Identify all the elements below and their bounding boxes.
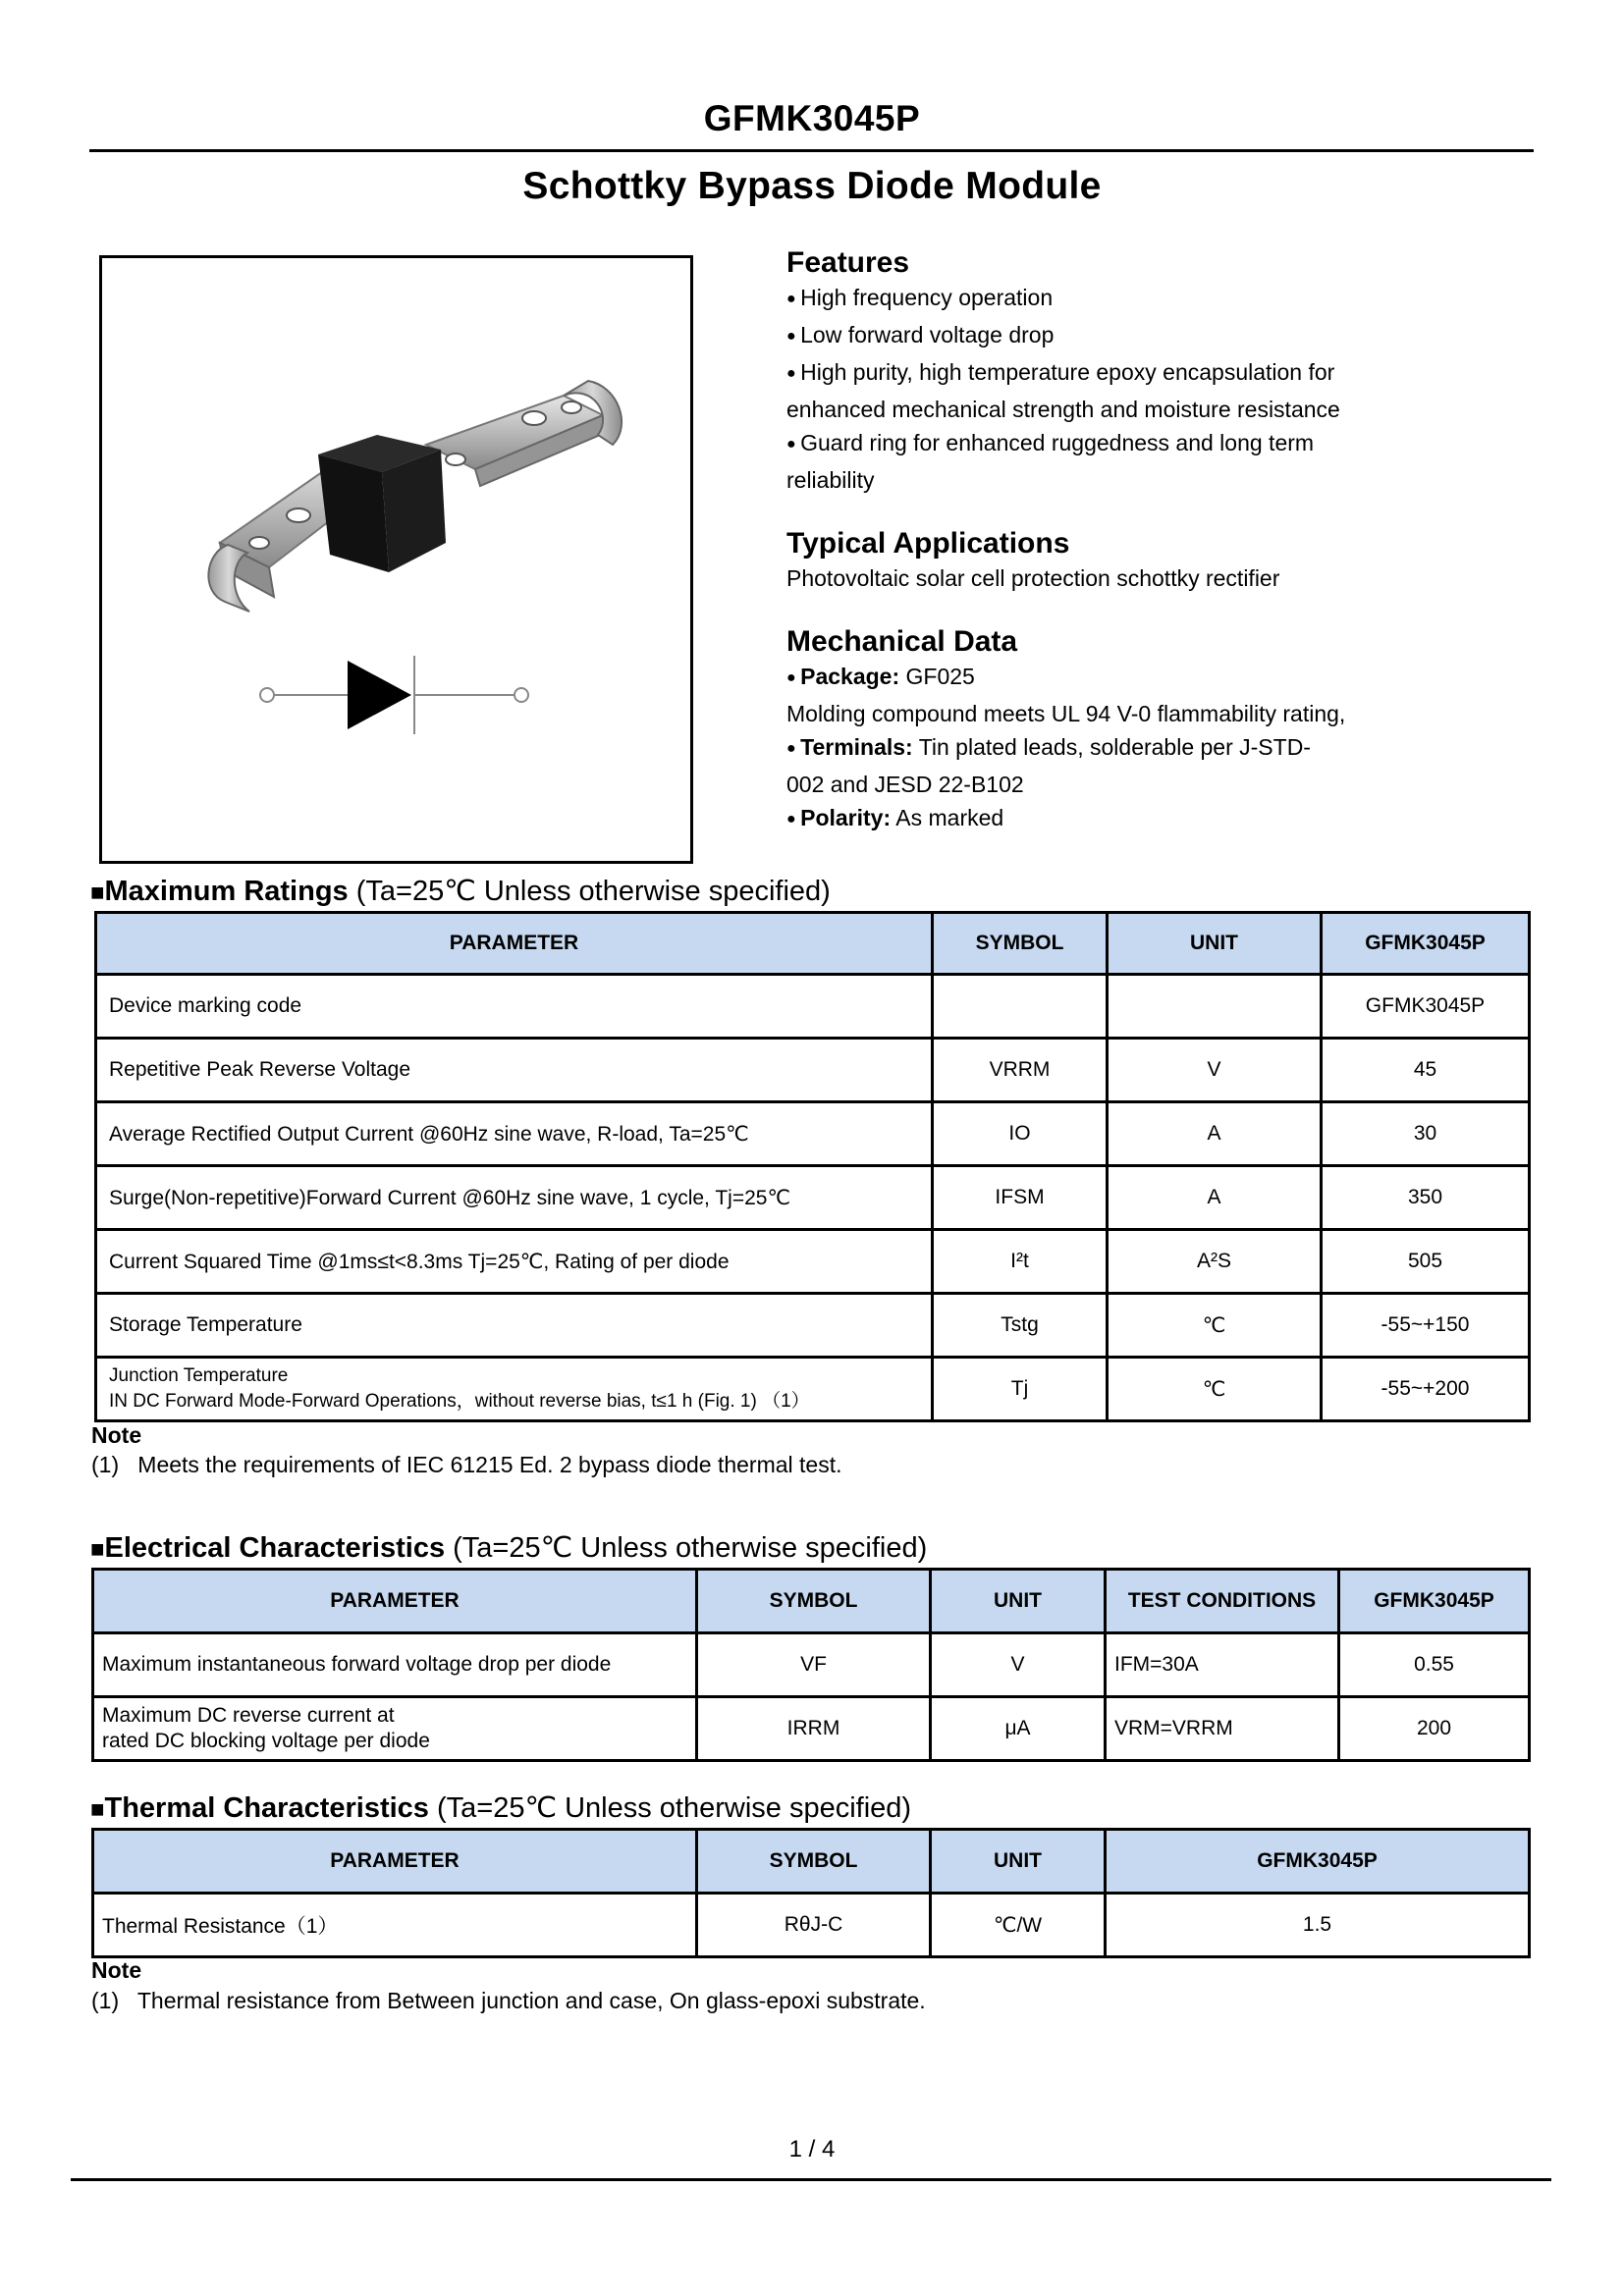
param-cell: Thermal Resistance（1） xyxy=(93,1894,697,1957)
value-cell: -55~+200 xyxy=(1322,1358,1530,1421)
square-bullet: ■ xyxy=(90,880,105,906)
param-cell: Storage Temperature xyxy=(96,1294,933,1358)
unit-cell: V xyxy=(1108,1039,1322,1102)
param-cell xyxy=(96,1358,933,1421)
unit-cell: V xyxy=(931,1633,1106,1697)
unit-cell: ℃ xyxy=(1108,1294,1322,1358)
feature-item: ● High frequency operation xyxy=(786,281,1425,318)
param-cell xyxy=(93,1697,697,1761)
param-line: Maximum DC reverse current at xyxy=(102,1704,395,1727)
thermal-condition: (Ta=25℃ Unless otherwise specified) xyxy=(428,1792,912,1824)
param-line: IN DC Forward Mode-Forward Operations，without reverse bias, t≤1 h (Fig. 1) （1） xyxy=(109,1391,810,1412)
table-row xyxy=(96,1230,1530,1294)
polarity-line xyxy=(786,801,1425,838)
applications-heading: Typical Applications xyxy=(786,527,1070,560)
col-header: UNIT xyxy=(1108,913,1322,975)
header-divider xyxy=(89,149,1534,152)
summary-column xyxy=(786,245,1425,838)
col-header: SYMBOL xyxy=(697,1570,931,1633)
unit-cell: A²S xyxy=(1108,1230,1322,1294)
col-header: UNIT xyxy=(931,1830,1106,1894)
col-header: PARAMETER xyxy=(93,1570,697,1633)
square-bullet: ■ xyxy=(90,1796,105,1823)
table-header-row xyxy=(96,913,1530,975)
col-header: TEST CONDITIONS xyxy=(1106,1570,1339,1633)
polarity-label: Polarity: xyxy=(800,805,892,830)
table-row xyxy=(96,1294,1530,1358)
value-cell: 45 xyxy=(1322,1039,1530,1102)
diode-module-photo xyxy=(102,258,690,861)
table-row xyxy=(96,1102,1530,1166)
page-subtitle: Schottky Bypass Diode Module xyxy=(522,165,1102,207)
package-line xyxy=(786,660,1425,697)
col-header: UNIT xyxy=(931,1570,1106,1633)
unit-cell: ℃ xyxy=(1108,1358,1322,1421)
electrical-condition: (Ta=25℃ Unless otherwise specified) xyxy=(445,1532,928,1564)
col-header: PARAMETER xyxy=(93,1830,697,1894)
condition-cell: VRM=VRRM xyxy=(1106,1697,1339,1761)
note-heading: Note xyxy=(91,1957,142,1983)
table-header-row xyxy=(93,1830,1530,1894)
col-header: GFMK3045P xyxy=(1339,1570,1530,1633)
table-row xyxy=(96,975,1530,1039)
page-number: 1 / 4 xyxy=(788,2136,836,2163)
terminals-label: Terminals: xyxy=(800,734,913,760)
features-heading: Features xyxy=(786,246,910,279)
condition-cell: IFM=30A xyxy=(1106,1633,1339,1697)
symbol-cell: Tj xyxy=(933,1358,1108,1421)
terminals-value: Tin plated leads, solderable per J-STD- xyxy=(912,734,1311,760)
note-heading: Note xyxy=(91,1422,142,1448)
table-row xyxy=(93,1697,1530,1761)
col-header: PARAMETER xyxy=(96,913,933,975)
electrical-heading xyxy=(90,1531,927,1567)
note-text: (1) Thermal resistance from Between junction and case, On glass-epoxi substrate. xyxy=(91,1988,926,2013)
value-cell: 505 xyxy=(1322,1230,1530,1294)
package-value: GF025 xyxy=(899,664,975,689)
col-header: GFMK3045P xyxy=(1106,1830,1530,1894)
value-cell: -55~+150 xyxy=(1322,1294,1530,1358)
symbol-cell xyxy=(933,975,1108,1039)
param-line: rated DC blocking voltage per diode xyxy=(102,1730,430,1752)
feature-item: ● Guard ring for enhanced ruggedness and long term xyxy=(786,426,1425,463)
max-ratings-condition: (Ta=25℃ Unless otherwise specified) xyxy=(348,876,831,907)
param-cell: Device marking code xyxy=(96,975,933,1039)
polarity-value: As marked xyxy=(891,805,1004,830)
feature-item-cont: enhanced mechanical strength and moisture resistance xyxy=(786,397,1340,422)
feature-item: ● High purity, high temperature epoxy encapsulation for xyxy=(786,355,1425,393)
col-header: SYMBOL xyxy=(933,913,1108,975)
value-cell: 1.5 xyxy=(1106,1894,1530,1957)
package-label: Package: xyxy=(800,664,900,689)
param-cell: Surge(Non-repetitive)Forward Current @60Hz sine wave, 1 cycle, Tj=25℃ xyxy=(96,1166,933,1230)
square-bullet: ■ xyxy=(90,1536,105,1563)
terminals-line-cont: 002 and JESD 22-B102 xyxy=(786,772,1024,797)
table-row xyxy=(96,1166,1530,1230)
symbol-cell: VRRM xyxy=(933,1039,1108,1102)
symbol-cell: IO xyxy=(933,1102,1108,1166)
molding-line: Molding compound meets UL 94 V-0 flammability rating, xyxy=(786,701,1346,726)
max-ratings-title: Maximum Ratings xyxy=(104,876,349,907)
symbol-cell: VF xyxy=(697,1633,931,1697)
product-image-box xyxy=(99,255,693,864)
param-cell: Repetitive Peak Reverse Voltage xyxy=(96,1039,933,1102)
col-header: SYMBOL xyxy=(697,1830,931,1894)
param-cell: Maximum instantaneous forward voltage drop per diode xyxy=(93,1633,697,1697)
col-header: GFMK3045P xyxy=(1322,913,1530,975)
page-title: GFMK3045P xyxy=(703,98,921,138)
value-cell: 0.55 xyxy=(1339,1633,1530,1697)
diode-symbol-icon xyxy=(260,656,528,734)
value-cell: 350 xyxy=(1322,1166,1530,1230)
unit-cell: A xyxy=(1108,1102,1322,1166)
table-row xyxy=(96,1039,1530,1102)
symbol-cell: Tstg xyxy=(933,1294,1108,1358)
table-header-row xyxy=(93,1570,1530,1633)
param-cell: Average Rectified Output Current @60Hz sine wave, R-load, Ta=25℃ xyxy=(96,1102,933,1166)
unit-cell xyxy=(1108,975,1322,1039)
unit-cell: ℃/W xyxy=(931,1894,1106,1957)
electrical-table xyxy=(91,1568,1531,1762)
symbol-cell: RθJ-C xyxy=(697,1894,931,1957)
electrical-title: Electrical Characteristics xyxy=(104,1532,446,1564)
thermal-title: Thermal Characteristics xyxy=(104,1792,429,1824)
mechanical-heading: Mechanical Data xyxy=(786,625,1018,658)
feature-item-cont: reliability xyxy=(786,467,875,493)
table-row xyxy=(96,1358,1530,1421)
note-text: (1) Meets the requirements of IEC 61215 Ed. 2 bypass diode thermal test. xyxy=(91,1452,842,1477)
symbol-cell: I²t xyxy=(933,1230,1108,1294)
max-ratings-heading xyxy=(90,875,831,910)
value-cell: 30 xyxy=(1322,1102,1530,1166)
param-cell: Current Squared Time @1ms≤t<8.3ms Tj=25℃, Rating of per diode xyxy=(96,1230,933,1294)
unit-cell: A xyxy=(1108,1166,1322,1230)
param-line: Junction Temperature xyxy=(109,1365,289,1386)
terminals-line xyxy=(786,730,1425,768)
table-row xyxy=(93,1633,1530,1697)
value-cell: 200 xyxy=(1339,1697,1530,1761)
thermal-heading xyxy=(90,1791,911,1827)
table-row xyxy=(93,1894,1530,1957)
feature-item: ● Low forward voltage drop xyxy=(786,318,1425,355)
symbol-cell: IFSM xyxy=(933,1166,1108,1230)
symbol-cell: IRRM xyxy=(697,1697,931,1761)
value-cell: GFMK3045P xyxy=(1322,975,1530,1039)
applications-text: Photovoltaic solar cell protection schottky rectifier xyxy=(786,565,1280,591)
unit-cell: μA xyxy=(931,1697,1106,1761)
max-ratings-table xyxy=(94,911,1531,1422)
footer-divider xyxy=(71,2178,1551,2181)
thermal-table xyxy=(91,1828,1531,1958)
